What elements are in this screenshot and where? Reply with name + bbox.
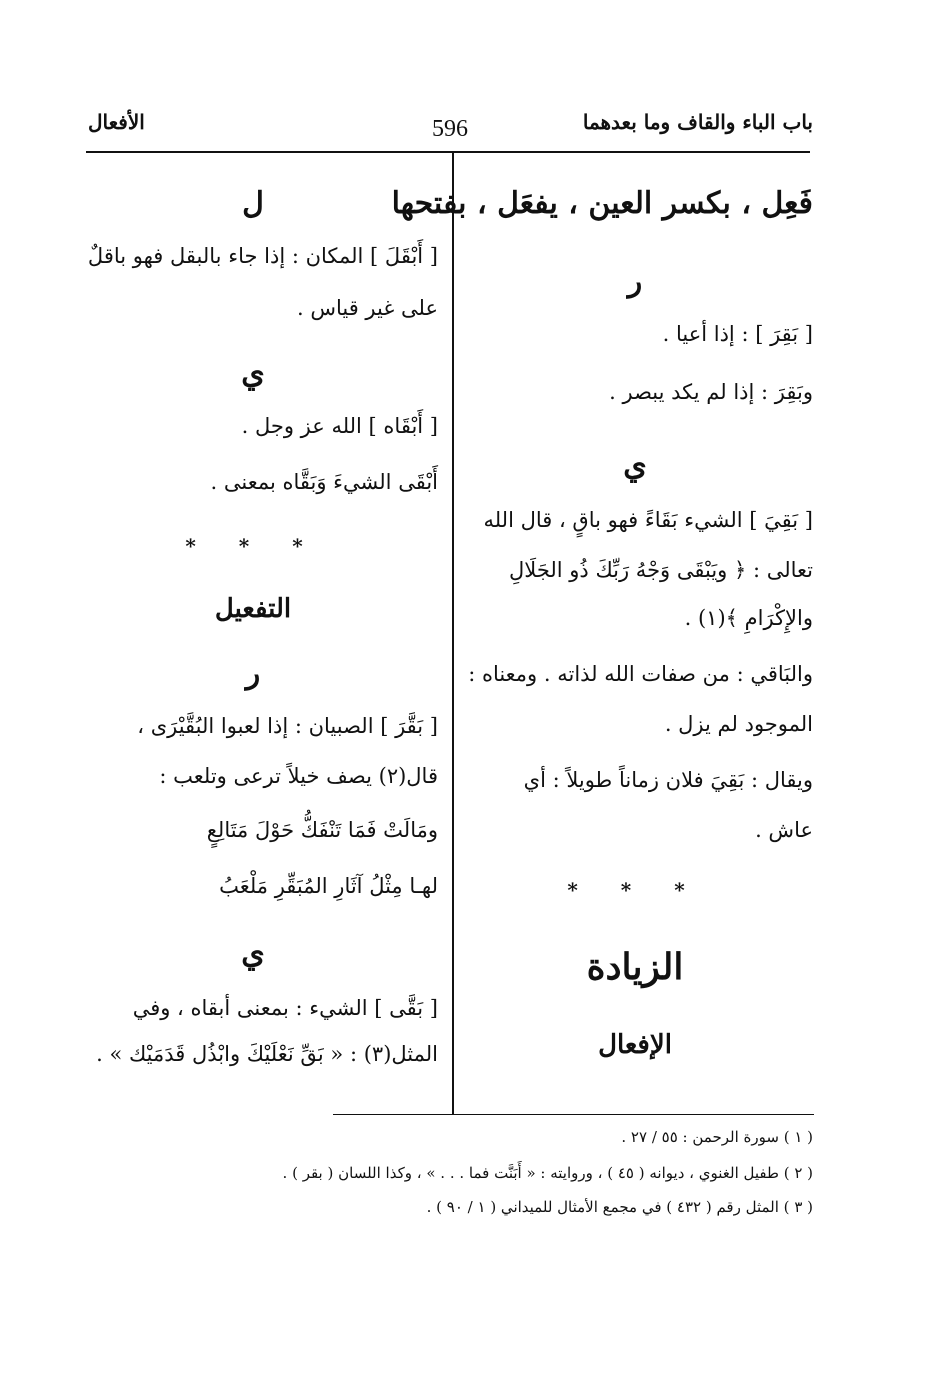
root-letter: ر: [627, 264, 643, 299]
entry-line: ويقال : بَقِيَ فلان زماناً طويلاً : أي: [523, 768, 813, 792]
entry-line: تعالى : ﴿ ويَبْقَى وَجْهُ رَبِّكَ ذُو الجَلَالِ: [509, 558, 813, 582]
entry-line: وبَقِرَ : إذا لم يكد يبصر .: [609, 380, 813, 404]
entry-line: [ بَقَّرَ ] الصبيان : إذا لعبوا البُقَّيْرَى ،: [137, 714, 438, 738]
running-header-section: الأفعال: [88, 110, 145, 134]
entry-line: الموجود لم يزل .: [664, 712, 813, 736]
footnote: ( ٣ ) المثل رقم ( ٤٣٢ ) في مجمع الأمثال للميداني ( ١ / ٩٠ ) .: [426, 1198, 813, 1216]
root-letter: ر: [245, 656, 261, 691]
entry-line: والإِكْرَامِ ﴾(١) .: [684, 606, 813, 630]
form-heading: التفعيل: [214, 594, 292, 624]
running-header-chapter: باب الباء والقاف وما بعدهما: [582, 110, 813, 134]
entry-line: عاش .: [755, 818, 813, 842]
section-separator: * * *: [567, 878, 703, 902]
entry-line: [ أَبْقَاه ] الله عز وجل .: [241, 414, 438, 438]
root-letter: ل: [242, 186, 264, 221]
section-separator: * * *: [185, 534, 321, 558]
header-rule: [86, 151, 810, 153]
footnote: ( ١ ) سورة الرحمن : ٥٥ / ٢٧ .: [621, 1128, 813, 1146]
entry-line: والبَاقي : من صفات الله لذاته . ومعناه :: [468, 662, 813, 686]
form-heading: الإفعال: [598, 1030, 672, 1060]
entry-line: على غير قياس .: [296, 296, 438, 320]
root-letter: ي: [241, 936, 265, 971]
section-heading: فَعِل ، بكسر العين ، يفعَل ، بفتحها: [391, 186, 813, 221]
entry-line: المثل(٣) : « بَقِّ نَعْلَيْكَ وابْذُل قَدَمَيْك » .: [96, 1042, 438, 1066]
footnote: ( ٢ ) طفيل الغنوي ، ديوانه ( ٤٥ ) ، وروايته : « أَبَنَّت فما . . . » ، وكذا اللسان ( بقر ) .: [282, 1164, 813, 1182]
page-number: 596: [432, 116, 468, 142]
verse-line: ومَالَتْ فَمَا تَنْفَكُّ حَوْلَ مَتَالِعٍ: [206, 818, 438, 842]
root-letter: ي: [241, 356, 265, 391]
entry-line: [ بَقِرَ ] : إذا أعيا .: [662, 322, 813, 346]
footnote-rule: [333, 1114, 814, 1115]
entry-line: [ أَبْقَلَ ] المكان : إذا جاء بالبقل فهو باقلٌ: [87, 244, 438, 268]
entry-line: [ بَقَّى ] الشيء : بمعنى أبقاه ، وفي: [132, 996, 438, 1020]
part-heading: الزيادة: [586, 946, 684, 988]
verse-line: لهـا مِثْلُ آثَارِ المُبَقِّرِ مَلْعَبُ: [219, 874, 438, 898]
entry-line: أَبْقَى الشيءَ وَبَقَّاه بمعنى .: [210, 470, 438, 494]
entry-line: [ بَقِيَ ] الشيء بَقَاءً فهو باقٍ ، قال الله: [483, 508, 813, 532]
column-divider: [452, 153, 454, 1115]
root-letter: ي: [623, 448, 647, 483]
entry-line: قال(٢) يصف خيلاً ترعى وتلعب :: [159, 764, 438, 788]
